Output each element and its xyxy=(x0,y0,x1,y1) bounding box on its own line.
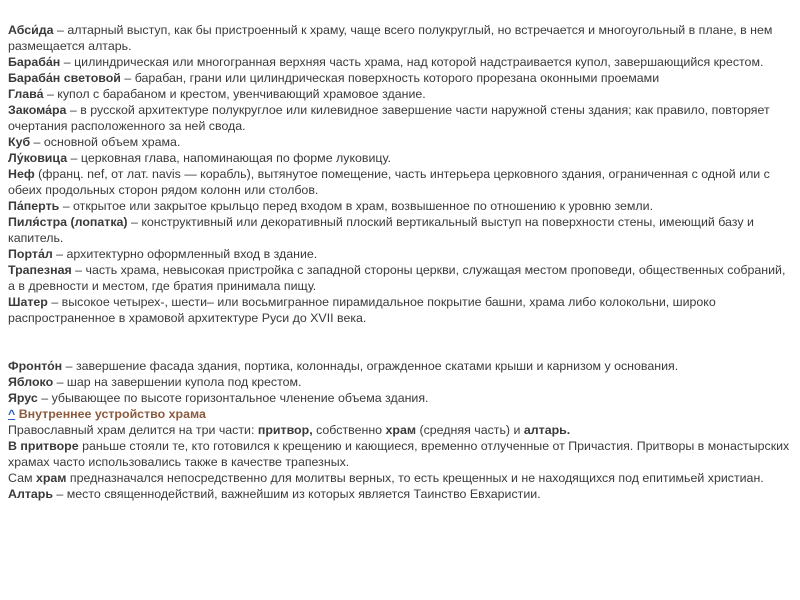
term: Глава́ xyxy=(8,87,44,101)
term: Закома́ра xyxy=(8,103,67,117)
glossary-entry xyxy=(8,22,792,54)
definition: цилиндрическая или многогранная верхняя часть храма, над которой надстраивается купол, завершающийся крестом. xyxy=(74,55,764,69)
separator: – xyxy=(53,375,67,389)
separator: – xyxy=(53,23,68,37)
bold-text: В притворе xyxy=(8,439,79,453)
glossary-entry xyxy=(8,70,792,86)
separator: – xyxy=(47,295,62,309)
back-to-top-link[interactable]: ^ xyxy=(8,407,16,421)
glossary-entry xyxy=(8,358,792,374)
separator: – xyxy=(59,199,74,213)
definition: алтарный выступ, как бы пристроенный к храму, чаще всего полукруглый, но встречается и многоугольный в плане, в нем размещается алтарь. xyxy=(8,23,773,53)
text: – место священнодействий, важнейшим из которых является Таинство Евхаристии. xyxy=(52,487,541,501)
document-page xyxy=(8,22,792,502)
glossary-list xyxy=(8,22,792,326)
separator: – xyxy=(60,55,75,69)
text: раньше стояли те, кто готовился к крещению и кающиеся, временно отлученные от Причастия. Притворы в монастырских храмах часто использовались также в качестве трапезных. xyxy=(8,439,790,469)
glossary-entry xyxy=(8,246,792,262)
section-heading xyxy=(8,406,792,422)
text: Сам xyxy=(8,471,36,485)
separator: – xyxy=(66,103,81,117)
term: Неф xyxy=(8,167,35,181)
glossary-entry xyxy=(8,150,792,166)
term: Ярус xyxy=(8,391,38,405)
definition: барабан, грани или цилиндрическая поверхность которого прорезана оконными проемами xyxy=(134,71,660,85)
bold-text: храм xyxy=(35,471,67,485)
text: собственно xyxy=(312,423,386,437)
paragraph xyxy=(8,422,792,438)
definition: конструктивный или декоративный плоский вертикальный выступ на поверхности стены, имеющий базу и капитель. xyxy=(8,215,754,245)
text: предназначался непосредственно для молитвы верных, то есть крещенных и не находящихся под епитимьей христиан. xyxy=(66,471,764,485)
term: Порта́л xyxy=(8,247,53,261)
term: Трапезная xyxy=(8,263,72,277)
glossary-entry xyxy=(8,214,792,246)
definition: в русской архитектуре полукруглое или килевидное завершение части наружной стены здания; как правило, повторяет очертания расположенного за ней свода. xyxy=(8,103,770,133)
paragraph xyxy=(8,470,792,486)
bold-text: Алтарь xyxy=(8,487,53,501)
separator: – xyxy=(120,71,135,85)
definition: открытое или закрытое крыльцо перед входом в храм, возвышенное по отношению к уровню земли. xyxy=(73,199,654,213)
separator: – xyxy=(43,87,58,101)
bold-text: храм xyxy=(385,423,417,437)
definition: часть храма, невысокая пристройка с западной стороны церкви, служащая местом проповеди, общественных собраний, а в древности и местом, где братия принимала пищу. xyxy=(8,263,786,293)
definition: церковная глава, напоминающая по форме луковицу. xyxy=(80,151,391,165)
glossary-list-2 xyxy=(8,358,792,406)
term: Фронто́н xyxy=(8,359,63,373)
text: (средняя часть) и xyxy=(416,423,524,437)
glossary-entry xyxy=(8,86,792,102)
text: Православный храм делится на три части: xyxy=(8,423,258,437)
glossary-entry xyxy=(8,374,792,390)
glossary-entry xyxy=(8,54,792,70)
separator: – xyxy=(62,359,76,373)
term: Шатер xyxy=(8,295,48,309)
term: Куб xyxy=(8,135,31,149)
definition: завершение фасада здания, портика, колоннады, огражденное скатами крыши и карнизом у основания. xyxy=(75,359,679,373)
blank-space xyxy=(8,326,792,358)
glossary-entry xyxy=(8,198,792,214)
separator: – xyxy=(30,135,44,149)
separator: – xyxy=(127,215,142,229)
separator: – xyxy=(71,263,86,277)
term: Па́перть xyxy=(8,199,60,213)
bold-text: алтарь. xyxy=(523,423,571,437)
term: Абси́да xyxy=(8,23,54,37)
bold-text: притвор, xyxy=(257,423,313,437)
definition: высокое четырех-, шести– или восьмигранное пирамидальное покрытие башни, храма либо колокольни, широко распространенное в храмовой архитектуре Руси до XVII века. xyxy=(8,295,716,325)
glossary-entry xyxy=(8,102,792,134)
term: Лу́ковица xyxy=(8,151,68,165)
definition: купол с барабаном и крестом, увенчивающий храмовое здание. xyxy=(57,87,426,101)
term: Бараба́н xyxy=(8,55,61,69)
definition: шар на завершении купола под крестом. xyxy=(66,375,302,389)
definition: (франц. nef, от лат. navis — корабль), вытянутое помещение, часть интерьера церковного здания, ограниченная с одной или с обеих продольных сторон рядом колонн или столбов. xyxy=(8,167,770,197)
section-title: Внутреннее устройство храма xyxy=(15,407,206,421)
paragraph xyxy=(8,486,792,502)
definition: архитектурно оформленный вход в здание. xyxy=(66,247,318,261)
term: Пиля́стра (лопатка) xyxy=(8,215,128,229)
separator: – xyxy=(37,391,52,405)
paragraph xyxy=(8,438,792,470)
term: Яблоко xyxy=(8,375,54,389)
glossary-entry xyxy=(8,166,792,198)
definition: основной объем храма. xyxy=(43,135,181,149)
glossary-entry xyxy=(8,294,792,326)
glossary-entry xyxy=(8,262,792,294)
definition: убывающее по высоте горизонтальное членение объема здания. xyxy=(51,391,429,405)
term: Бараба́н световой xyxy=(8,71,121,85)
glossary-entry xyxy=(8,390,792,406)
separator: – xyxy=(52,247,67,261)
separator: – xyxy=(67,151,81,165)
glossary-entry xyxy=(8,134,792,150)
